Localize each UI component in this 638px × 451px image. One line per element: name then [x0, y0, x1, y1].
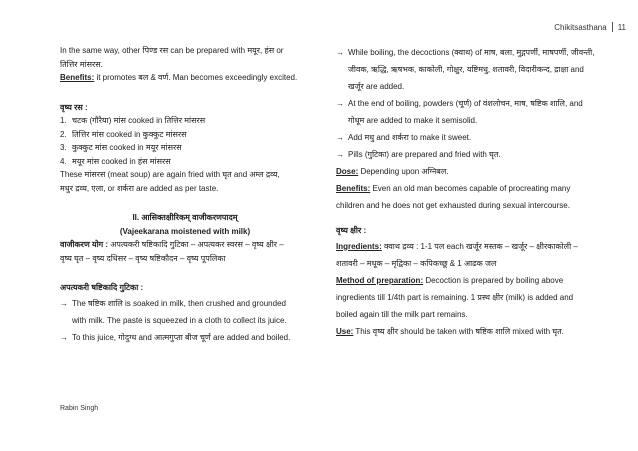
- list-item: → While boiling, the decoctions (क्वाथ) of माष, बला, मुद्गपर्णी, माषपर्णी, जीवन्ती, जीवक, ऋद्धि, ऋषभक, काकोली, गोक्षुर, यष्टिमधु, शतावरी, विदारीकन्द, द्राक्षा and खर्जूर are added.: [336, 44, 596, 95]
- section-title: II. आसिक्तक्षीरिकम् वाजीकरणपादम्: [132, 213, 238, 222]
- method-paragraph: Method of preparation: Decoction is prepared by boiling above ingredients till 1/4th part is remaining. 1 प्रस्थ क्षीर (milk) is added and boiled again till the milk part remains.: [336, 275, 574, 319]
- intro-line-2: तित्तिर मांसरस.: [60, 59, 103, 69]
- vrishya-list: [60, 114, 310, 168]
- meat-soup-line-2: मधुर द्रव्य, एला, or शर्करा are added as per taste.: [60, 183, 219, 193]
- list-item: 1. चटक (गौरैया) मांस cooked in तित्तिर मांसरस: [60, 116, 206, 125]
- method-label: Method of preparation:: [336, 275, 424, 285]
- vrishya-rasa-heading: वृष्य रस :: [60, 102, 88, 112]
- use-paragraph: Use: This वृष्य क्षीर should be taken with षष्टिक शालि mixed with घृत.: [336, 326, 564, 336]
- list-item: → Add मधु and शर्करा to make it sweet.: [336, 129, 596, 146]
- list-item: → At the end of boiling, powders (चूर्ण) of वंशलोचन, माष, षष्टिक शालि, and गोधूम are added to make it semisolid.: [336, 95, 596, 129]
- left-column: [60, 44, 310, 346]
- arrow-icon: →: [336, 133, 344, 142]
- meat-soup-line-1: These मांसरस (meat soup) are again fried with घृत and अम्ल द्रव्य,: [60, 170, 280, 179]
- page-header: [554, 22, 626, 32]
- benefits-paragraph: Benefits: Even an old man becomes capable of procreating many children and he does not get exhausted during sexual intercourse.: [336, 184, 571, 210]
- footer-author: Rabin Singh: [60, 405, 99, 412]
- list-item: → Pills (गुटिका) are prepared and fried with घृत.: [336, 146, 596, 163]
- intro-line-1: In the same way, other पिण्ड रस can be prepared with मयूर, हंस or: [60, 46, 284, 55]
- benefits-label: Benefits:: [60, 73, 95, 82]
- arrow-icon: →: [60, 298, 68, 308]
- list-item: 3. कुक्कुट मांस cooked in मयूर मांसरस: [60, 143, 182, 152]
- arrow-icon: →: [336, 99, 344, 108]
- dose-label: Dose:: [336, 167, 359, 176]
- list-item: 4. मयूर मांस cooked in हंस मांसरस: [60, 156, 171, 166]
- benefits-text: it promotes बल & वर्ण. Man becomes exceedingly excited.: [94, 73, 298, 82]
- arrow-icon: →: [336, 150, 344, 159]
- ingredients-label: Ingredients:: [336, 241, 382, 251]
- gutika-heading: अपत्यकरी षष्टिकादि गुटिका :: [60, 283, 144, 292]
- benefits-paragraph: [60, 71, 310, 85]
- dose-paragraph: Dose: Depending upon अग्निबल.: [336, 167, 449, 176]
- header-separator: [612, 22, 613, 32]
- vajikarana-yoga-line-2: वृष्य घृत – वृष्य दधिसर – वृष्य षष्टिकौदन – वृष्य पूपलिका: [60, 253, 226, 263]
- list-item: → The षष्टिक शालि is soaked in milk, then crushed and grounded with milk. The paste is squeezed in a cloth to collect its juice.: [60, 295, 310, 329]
- vajikarana-yoga-line-1: वाजीकरण योग : अपत्यकरी षष्टिकादि गुटिका – अपत्यकर स्वरस – वृष्य क्षीर –: [60, 240, 284, 249]
- header-title: Chikitsasthana: [554, 22, 607, 32]
- vajikarana-yoga-label: वाजीकरण योग :: [60, 240, 109, 249]
- ingredients-paragraph: Ingredients: क्वाथ द्रव्य : 1-1 पल each खर्जूर मस्तक – खर्जूर – क्षीरकाकोली – शतावरी – मधूक – मृद्विका – कपिकच्छू & 1 आढक जल: [336, 241, 578, 268]
- arrow-icon: →: [336, 48, 344, 57]
- vrishya-ksheera-heading: वृष्य क्षीर :: [336, 226, 367, 235]
- benefits-label: Benefits:: [336, 184, 371, 193]
- list-item: → To this juice, गोदुग्ध and आत्मगुप्ता बीज चूर्ण are added and boiled.: [60, 329, 310, 346]
- section-subtitle: (Vajeekarana moistened with milk): [119, 226, 251, 236]
- list-item: 2. तित्तिर मांस cooked in कुक्कुट मांसरस: [60, 129, 187, 139]
- arrow-icon: →: [60, 332, 68, 342]
- use-label: Use:: [336, 326, 354, 336]
- right-column: [336, 44, 596, 340]
- page-number: 11: [617, 22, 626, 32]
